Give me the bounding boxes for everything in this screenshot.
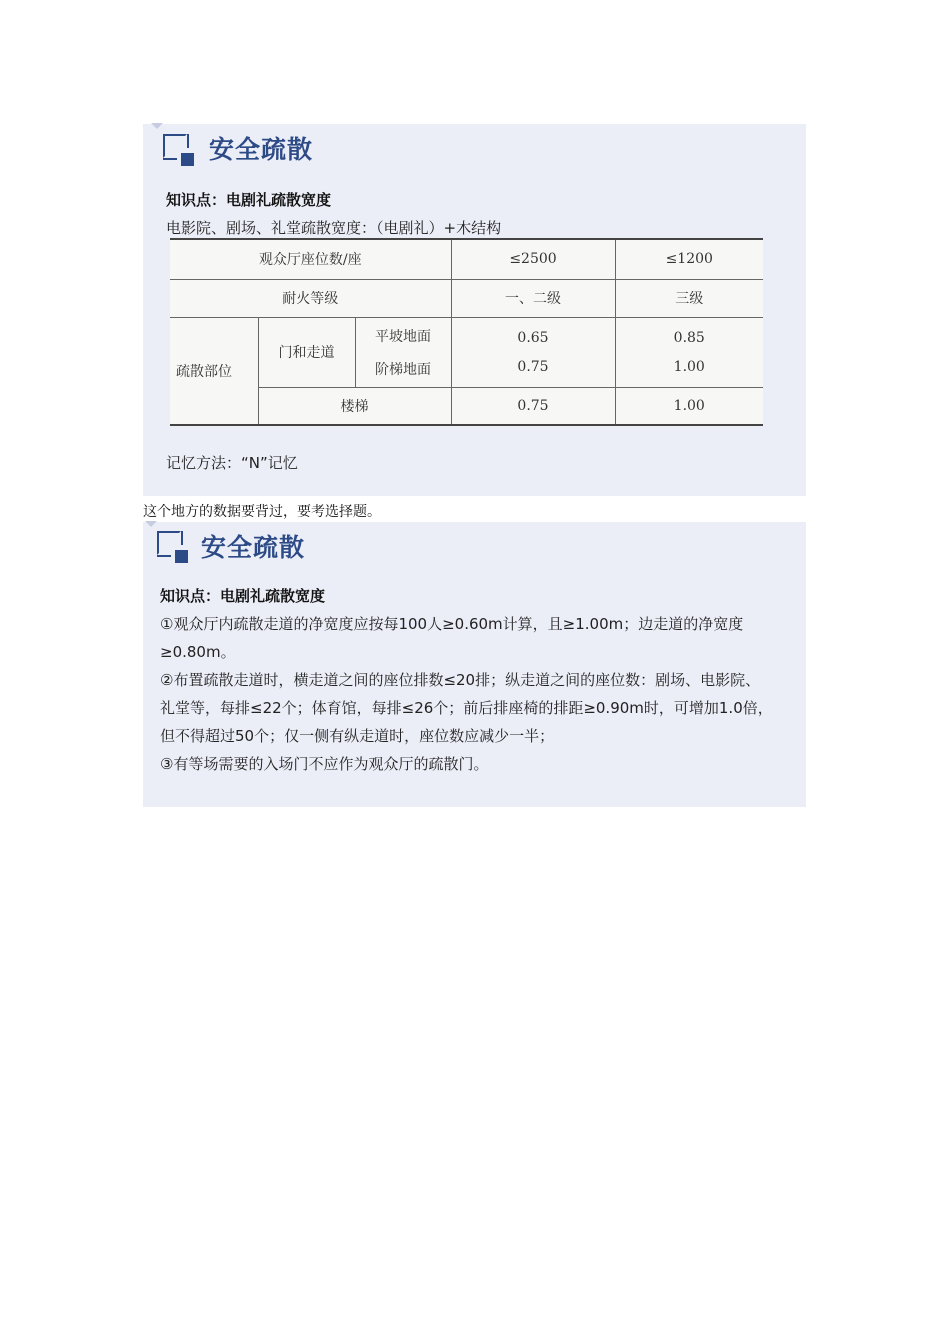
corner-tick <box>151 123 163 129</box>
study-note: 这个地方的数据要背过，要考选择题。 <box>143 504 381 520</box>
knowledge-point-title: 知识点：电剧礼疏散宽度 <box>160 587 326 605</box>
corner-tick <box>145 521 157 527</box>
stepped-floor-col1: 0.75 <box>517 358 549 375</box>
evacuation-part-label: 疏散部位 <box>170 317 258 425</box>
table-row <box>170 239 763 279</box>
rule-line-3: ②布置疏散走道时，横走道之间的座位排数≤20排；纵走道之间的座位数：剧场、电影院、 <box>160 671 761 689</box>
door-corridor-label: 门和走道 <box>258 317 355 387</box>
header-col1: ≤2500 <box>451 239 615 279</box>
table-row <box>170 279 763 317</box>
stairs-col2: 1.00 <box>615 387 763 425</box>
evacuation-width-table <box>170 238 763 426</box>
section-square-icon <box>157 531 189 563</box>
rule-line-4: 礼堂等，每排≤22个；体育馆，每排≤26个；前后排座椅的排距≥0.90m时，可增加1.0倍， <box>160 699 773 717</box>
rule-line-2: ≥0.80m。 <box>160 643 236 661</box>
section-title: 安全疏散 <box>201 533 306 562</box>
door-values-col1 <box>451 317 615 387</box>
fire-rating-col2: 三级 <box>615 279 763 317</box>
table-row <box>170 387 763 425</box>
section-square-icon <box>163 134 195 166</box>
flat-floor-col1: 0.65 <box>517 329 549 346</box>
rule-line-5: 但不得超过50个；仅一侧有纵走道时，座位数应减少一半； <box>160 727 555 745</box>
knowledge-card-2 <box>143 522 806 807</box>
stairs-label: 楼梯 <box>258 387 451 425</box>
header-col2: ≤1200 <box>615 239 763 279</box>
section-title: 安全疏散 <box>209 135 314 164</box>
rule-line-6: ③有等场需要的入场门不应作为观众厅的疏散门。 <box>160 755 489 773</box>
subtitle-line: 电影院、剧场、礼堂疏散宽度：（电剧礼）+木结构 <box>166 219 502 237</box>
floor-types-cell <box>355 317 451 387</box>
stepped-floor-col2: 1.00 <box>673 358 705 375</box>
knowledge-point-title: 知识点：电剧礼疏散宽度 <box>166 191 332 209</box>
fire-rating-col1: 一、二级 <box>451 279 615 317</box>
door-values-col2 <box>615 317 763 387</box>
table-row <box>170 317 763 387</box>
memory-method: 记忆方法：“N”记忆 <box>166 454 298 472</box>
stairs-col1: 0.75 <box>451 387 615 425</box>
flat-floor-label: 平坡地面 <box>375 328 431 345</box>
rule-line-1: ①观众厅内疏散走道的净宽度应按每100人≥0.60m计算，且≥1.00m；边走道的净宽度 <box>160 615 744 633</box>
fire-rating-label: 耐火等级 <box>170 279 451 317</box>
stepped-floor-label: 阶梯地面 <box>375 361 431 378</box>
header-seats-label: 观众厅座位数/座 <box>170 239 451 279</box>
flat-floor-col2: 0.85 <box>673 329 705 346</box>
